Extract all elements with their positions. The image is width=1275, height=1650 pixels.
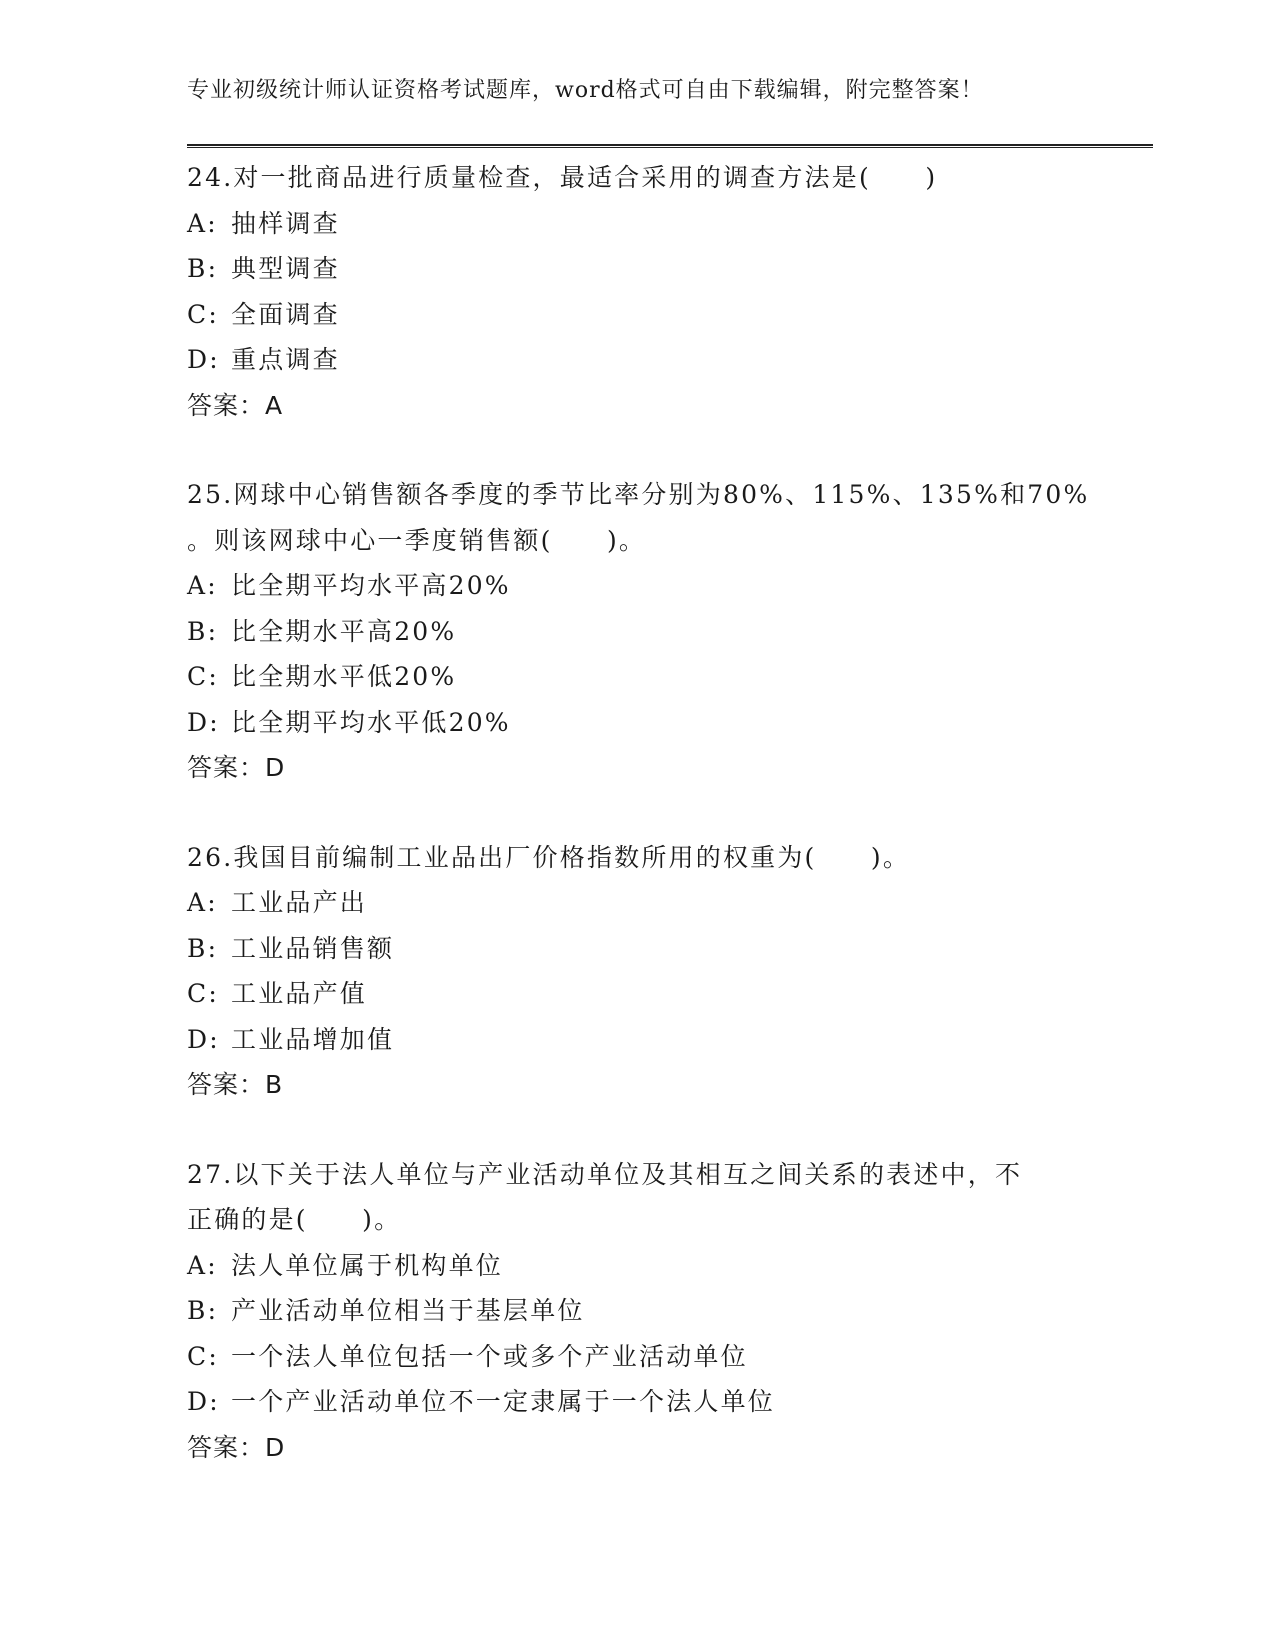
option-text: 一个产业活动单位不一定隶属于一个法人单位 <box>231 1387 776 1416</box>
option-letter: C: <box>187 1341 219 1371</box>
answer-line: 答案：A <box>187 390 284 420</box>
option-text: 典型调查 <box>231 254 340 283</box>
option-letter: D: <box>187 1387 220 1416</box>
option-letter: A: <box>187 208 218 238</box>
option-c <box>187 1334 1087 1380</box>
option-letter: A: <box>187 888 218 917</box>
question-26 <box>187 835 1087 1108</box>
option-letter: A: <box>187 571 218 600</box>
option-d <box>187 1379 1087 1425</box>
option-letter: D: <box>187 1024 220 1054</box>
option-c <box>187 292 1087 338</box>
question-stem: 26.我国目前编制工业品出厂价格指数所用的权重为( )。 <box>187 842 911 872</box>
question-stem: 27.以下关于法人单位与产业活动单位及其相互之间关系的表述中，不 <box>187 1159 1023 1189</box>
option-text: 工业品产值 <box>231 979 368 1008</box>
answer-line: 答案：D <box>187 753 286 782</box>
option-text: 工业品销售额 <box>231 933 395 963</box>
header-divider <box>187 144 1153 148</box>
option-text: 比全期平均水平低20% <box>231 707 511 737</box>
option-b <box>187 1288 1087 1334</box>
option-text: 工业品增加值 <box>231 1024 395 1054</box>
option-text: 产业活动单位相当于基层单位 <box>231 1296 585 1325</box>
question-stem-continued: 。则该网球中心一季度销售额( )。 <box>187 525 647 555</box>
question-27 <box>187 1152 1087 1471</box>
question-stem: 24.对一批商品进行质量检查，最适合采用的调查方法是( ) <box>187 163 938 192</box>
option-text: 重点调查 <box>231 345 340 374</box>
option-a <box>187 201 1087 247</box>
option-b <box>187 926 1087 972</box>
option-text: 法人单位属于机构单位 <box>231 1250 504 1280</box>
option-letter: B: <box>187 616 219 646</box>
option-b <box>187 609 1087 655</box>
answer-line: 答案：B <box>187 1070 284 1099</box>
option-letter: D: <box>187 345 220 374</box>
option-text: 全面调查 <box>231 299 340 329</box>
question-list <box>187 155 1090 1514</box>
option-text: 比全期平均水平高20% <box>231 571 511 600</box>
option-c <box>187 971 1087 1017</box>
option-letter: B: <box>187 1296 219 1325</box>
option-d <box>187 1017 1087 1063</box>
option-letter: C: <box>187 662 219 691</box>
question-stem-continued: 正确的是( )。 <box>187 1205 402 1234</box>
option-text: 抽样调查 <box>231 208 340 238</box>
option-a <box>187 880 1087 926</box>
option-letter: B: <box>187 254 219 283</box>
option-a <box>187 1243 1087 1289</box>
question-24 <box>187 155 1087 428</box>
option-letter: A: <box>187 1250 218 1280</box>
option-a <box>187 563 1087 609</box>
option-d <box>187 700 1087 746</box>
option-text: 工业品产出 <box>231 888 368 917</box>
question-stem: 25.网球中心销售额各季度的季节比率分别为80%、115%、135%和70% <box>187 480 1090 509</box>
question-25 <box>187 472 1090 791</box>
option-text: 比全期水平低20% <box>231 662 457 691</box>
option-text: 比全期水平高20% <box>231 616 457 646</box>
answer-line: 答案：D <box>187 1432 286 1462</box>
option-letter: C: <box>187 979 219 1008</box>
option-letter: B: <box>187 933 219 963</box>
option-letter: C: <box>187 299 219 329</box>
option-b <box>187 246 1087 292</box>
option-d <box>187 337 1087 383</box>
page-header: 专业初级统计师认证资格考试题库，word格式可自由下载编辑，附完整答案！ <box>187 78 984 103</box>
option-text: 一个法人单位包括一个或多个产业活动单位 <box>231 1341 748 1371</box>
option-c <box>187 654 1087 700</box>
option-letter: D: <box>187 707 220 737</box>
